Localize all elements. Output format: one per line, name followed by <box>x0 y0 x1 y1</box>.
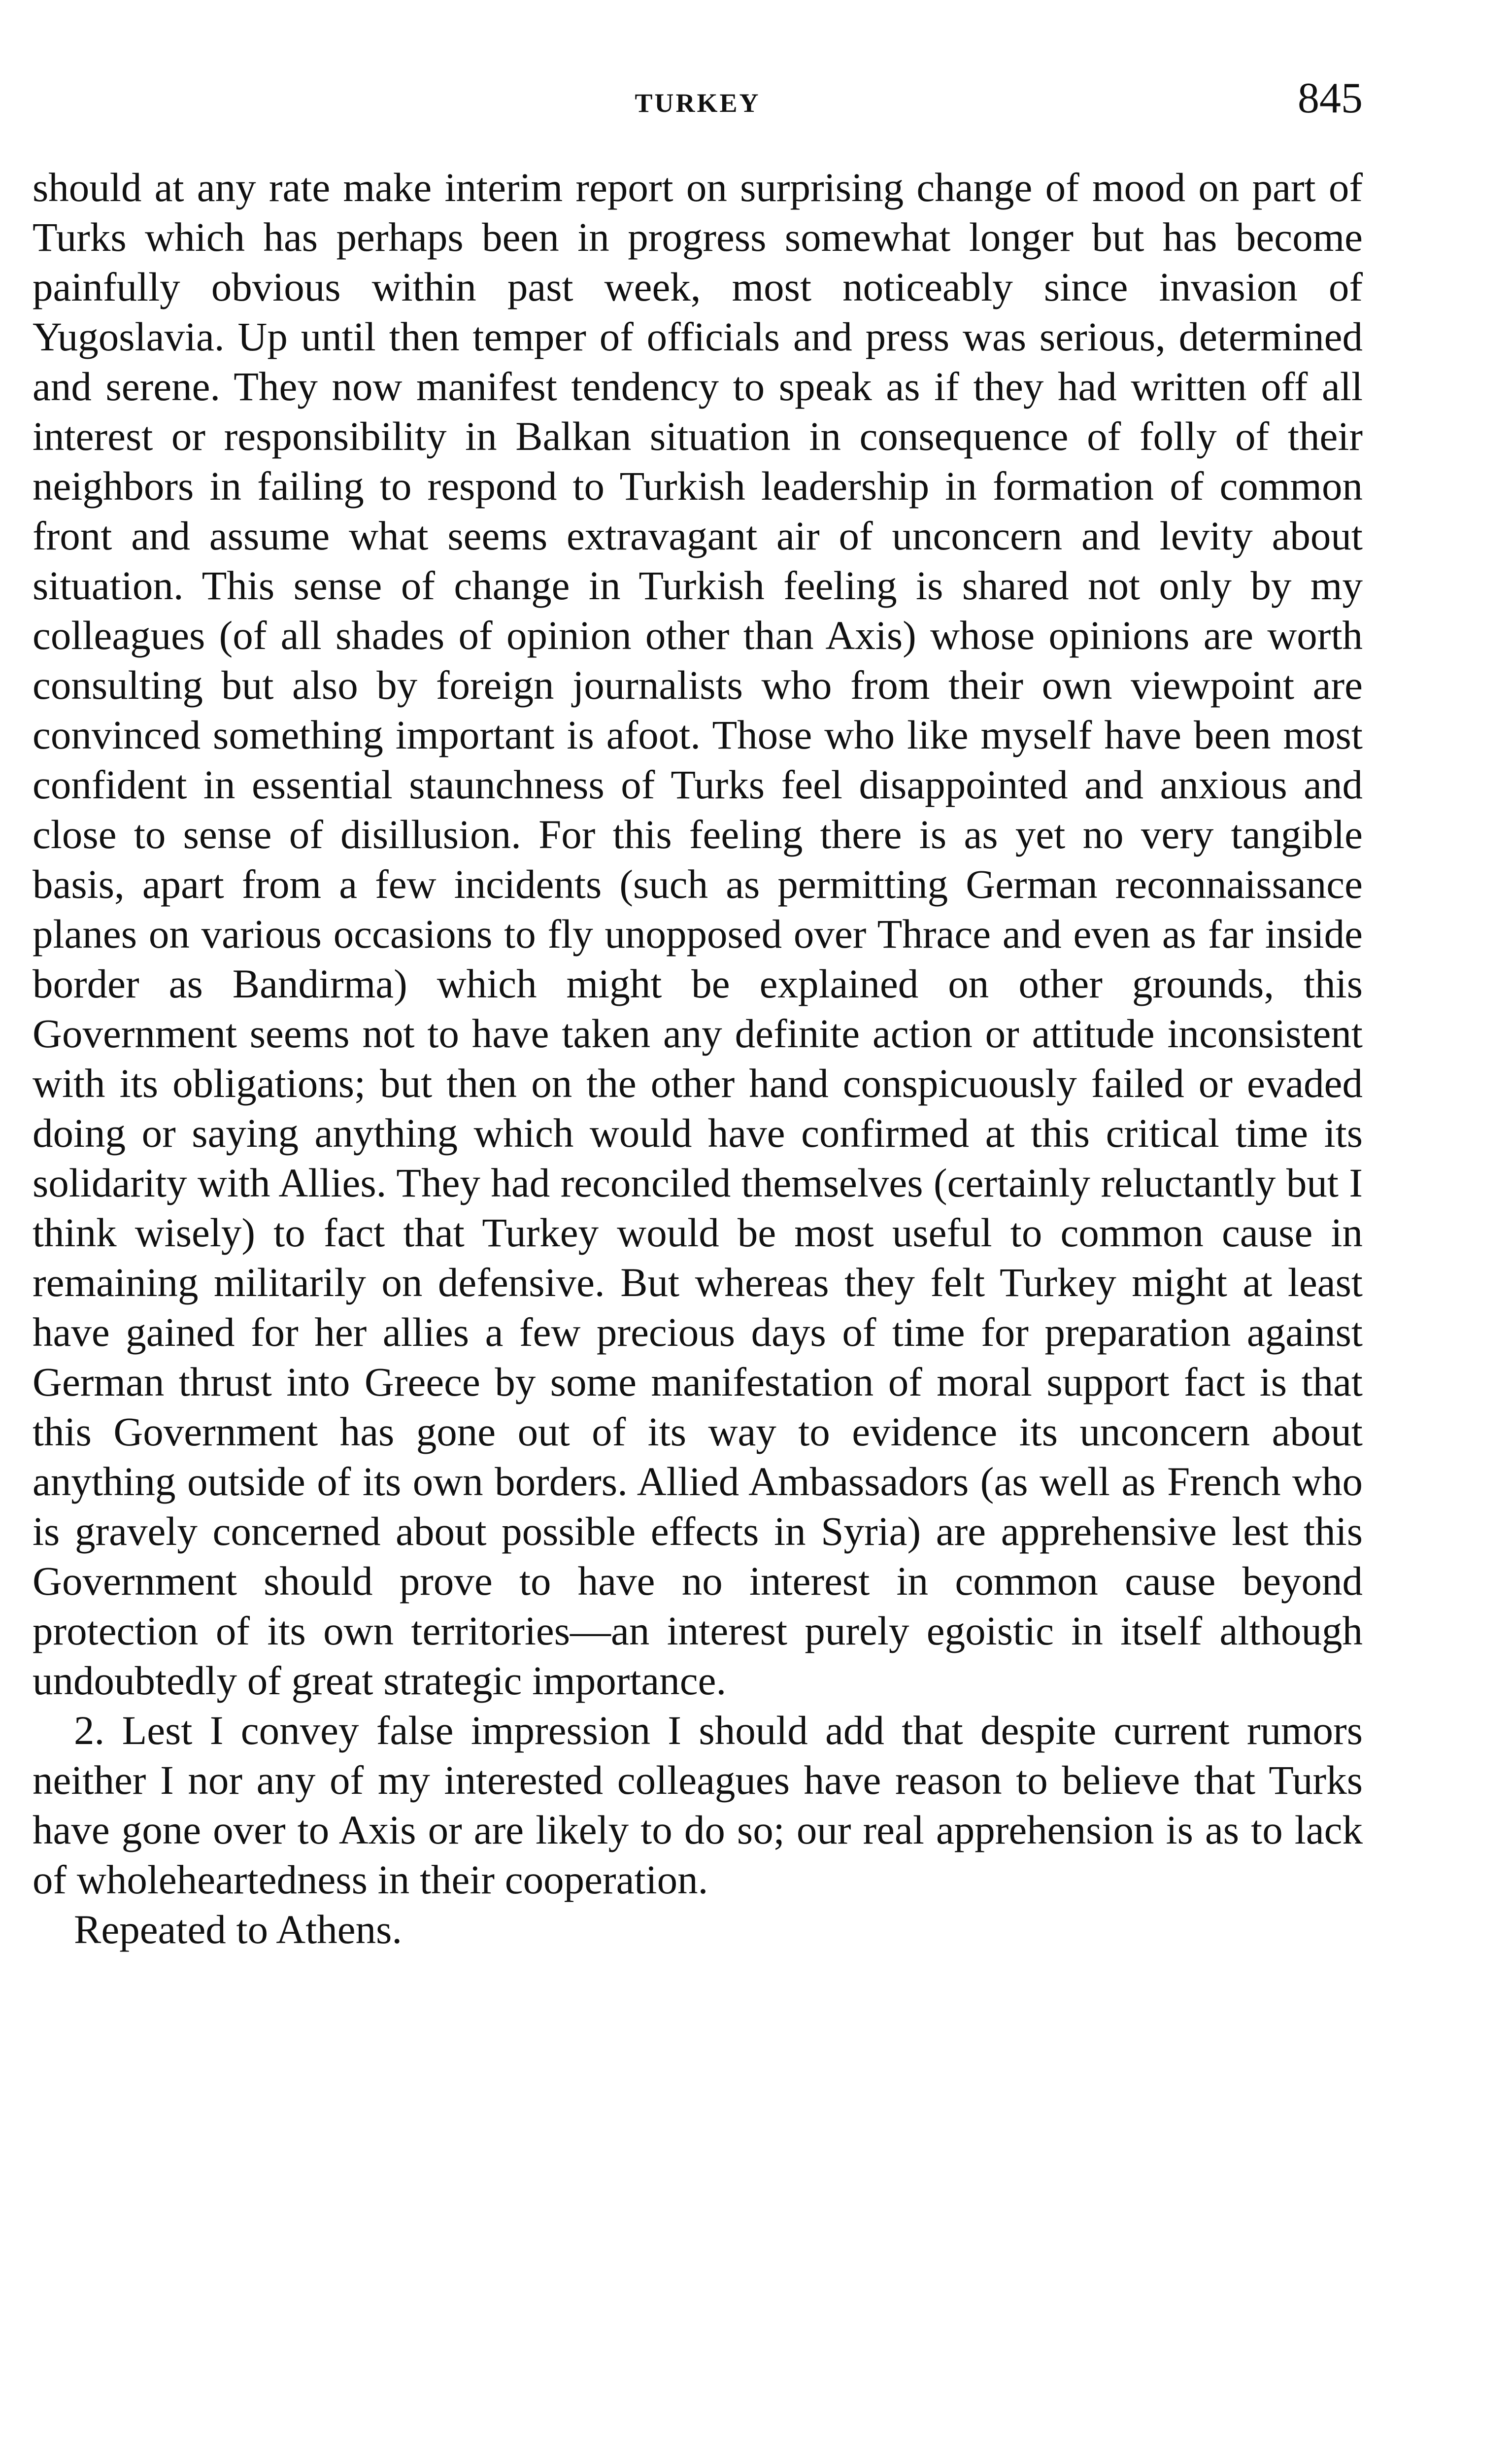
running-title: TURKEY <box>635 88 761 118</box>
paragraph-2: 2. Lest I convey false impression I should add that despite current rumors neither I nor any of my interested colleagues have reason to believe that Turks have gone over to Axis or are likely to do so; our real apprehension is as to lack of wholeheartedness in their cooperation. <box>33 1708 1363 1902</box>
document-page <box>33 0 1363 2464</box>
paragraph-1: should at any rate make interim report on surprising change of mood on part of Turks which has perhaps been in progress somewhat longer but has become painfully obvious within past week, most noticeably since invasion of Yugoslavia. Up until then temper of officials and press was serious, determined and serene. They now manifest tendency to speak as if they had written off all interest or responsibility in Balkan situation in consequence of folly of their neighbors in failing to respond to Turkish leadership in formation of common front and assume what seems extravagant air of unconcern and levity about situation. This sense of change in Turkish feeling is shared not only by my colleagues (of all shades of opinion other than Axis) whose opinions are worth consulting but also by foreign journalists who from their own viewpoint are convinced something important is afoot. Those who like myself have been most confident in essential staunchness of Turks feel disappointed and anxious and close to sense of disillusion. For this feeling there is as yet no very tangible basis, apart from a few incidents (such as permitting German reconnaissance planes on various occasions to fly unopposed over Thrace and even as far inside border as Bandirma) which might be explained on other grounds, this Government seems not to have taken any definite action or attitude inconsistent with its obligations; but then on the other hand conspicuously failed or evaded doing or saying anything which would have confirmed at this critical time its solidarity with Allies. They had reconciled themselves (certainly reluctantly but I think wisely) to fact that Turkey would be most useful to common cause in remaining militarily on defensive. But whereas they felt Turkey might at least have gained for her allies a few precious days of time for preparation against German thrust into Greece by some manifestation of moral support fact is that this Government has gone out of its way to evidence its unconcern about anything outside of its own borders. Allied Ambassadors (as well as French who is gravely concerned about possible effects in Syria) are apprehensive lest this Government should prove to have no interest in common cause beyond protection of its own territories—an interest purely egoistic in itself although undoubtedly of great strategic importance. <box>33 165 1363 1703</box>
body-text <box>33 163 1363 1954</box>
running-header <box>33 74 1363 133</box>
paragraph-3: Repeated to Athens. <box>74 1907 403 1952</box>
page-number: 845 <box>1298 74 1363 122</box>
